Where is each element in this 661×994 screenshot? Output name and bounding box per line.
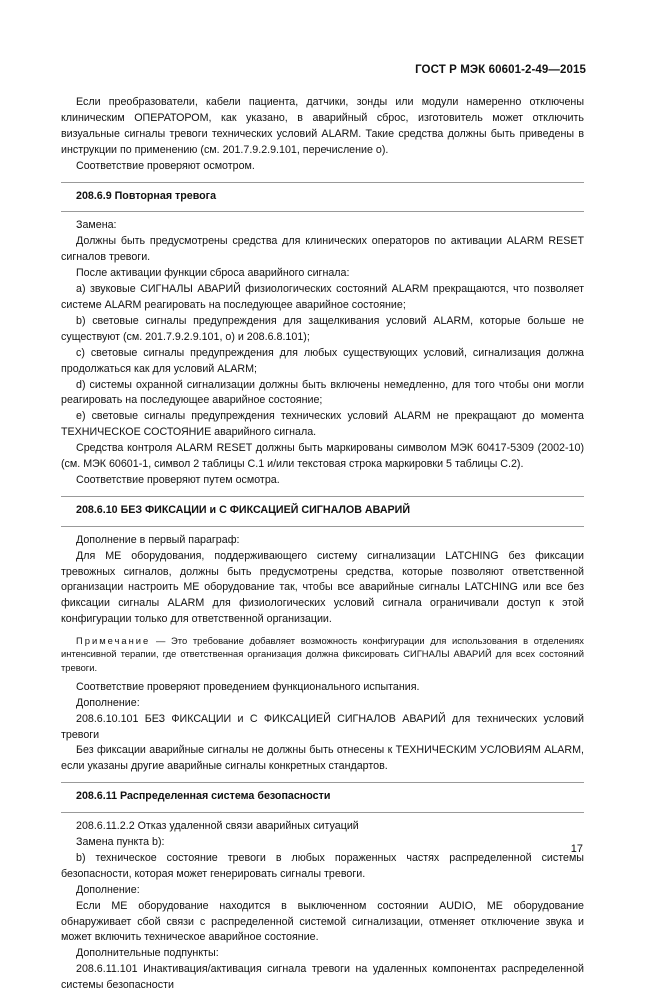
paragraph: 208.6.11.101 Инактивация/активация сигнала тревоги на удаленных компонентах распределенной системы безопасности [61,963,584,992]
section-divider [61,812,584,813]
paragraph: Замена пункта b): [76,836,165,849]
paragraph: Соответствие проверяют осмотром. [76,159,255,172]
paragraph: Для ME оборудования, поддерживающего систему сигнализации LATCHING без фиксации тревожных сигналов, должны быть предусмотрены средства, которые позволяют ответственной организации настроить ME оборудование так, чтобы все аварийные сигналы LATCHING или все без фиксации сигналы ALARM для физиологических условий сигнала ограничивали доступ к этой конфигурации только для ответственной организации. [61,549,584,626]
section-heading: 208.6.10 БЕЗ ФИКСАЦИИ и С ФИКСАЦИЕЙ СИГНАЛОВ АВАРИЙ [76,503,411,516]
paragraph: Дополнение: [76,696,140,709]
page-content [61,95,584,994]
paragraph: Если преобразователи, кабели пациента, датчики, зонды или модули намеренно отключены клиническим ОПЕРАТОРОМ, как указано, в аварийный сброс, изготовитель может отключить визуальные сигналы тревоги технических условий ALARM. Такие средства должны быть приведены в инструкции по применению (см. 201.7.9.2.9.101, перечисление о). [61,96,584,156]
section-divider [61,211,584,212]
paragraph: Дополнение: [76,883,140,896]
section-heading: 208.6.9 Повторная тревога [76,189,217,202]
list-item: a) звуковые СИГНАЛЫ АВАРИЙ физиологических состояний ALARM прекращаются, что позволяет системе ALARM реагировать на последующее аварийное состояние; [61,283,584,311]
paragraph: Дополнение в первый параграф: [76,533,240,546]
paragraph: Соответствие проверяют проведением функционального испытания. [76,680,420,693]
paragraph: Соответствие проверяют путем осмотра. [76,473,280,486]
paragraph: Замена: [76,219,117,232]
paragraph: После активации функции сброса аварийного сигнала: [76,267,350,280]
section-divider [61,496,584,497]
section-divider [61,526,584,527]
list-item: b) световые сигналы предупреждения для защелкивания условий ALARM, которые больше не существуют (см. 201.7.9.2.9.101, о) и 208.6.8.101); [61,314,584,343]
paragraph: 208.6.10.101 БЕЗ ФИКСАЦИИ и С ФИКСАЦИЕЙ СИГНАЛОВ АВАРИЙ для технических условий тревоги [61,712,584,741]
paragraph: b) техническое состояние тревоги в любых пораженных частях распределенной системы безопасности, которая может генерировать сигналы тревоги. [61,851,584,880]
standard-header: ГОСТ Р МЭК 60601-2-49—2015 [415,64,586,76]
section-divider [61,782,584,783]
paragraph: Средства контроля ALARM RESET должны быть маркированы символом МЭК 60417-5309 (2002-10) (см. МЭК 60601-1, символ 2 таблицы С.1 и/или текстовая строка маркировки 5 таблицы С.2). [61,442,584,471]
section-heading: 208.6.11 Распределенная система безопасности [76,790,331,803]
note-label: Примечание [76,635,151,647]
section-divider [61,182,584,183]
page-number: 17 [570,843,583,855]
paragraph: Если ME оборудование находится в выключенном состоянии AUDIO, ME оборудование обнаруживает сбой связи с распределенной системой сигнализации, отменяет отключение звука и может включить техническое аварийное состояние. [61,899,584,944]
list-item: e) световые сигналы предупреждения технических условий ALARM не прекращают до момента ТЕХНИЧЕСКОЕ СОСТОЯНИЕ аварийного сигнала. [61,410,584,439]
paragraph: Без фиксации аварийные сигналы не должны быть отнесены к ТЕХНИЧЕСКИМ УСЛОВИЯМ ALARM, если указаны другие аварийные сигналы конкретных стандартов. [61,744,584,773]
paragraph: Дополнительные подпункты: [76,947,219,960]
list-item: c) световые сигналы предупреждения для любых существующих условий, сигнализация должна продолжаться как для условий ALARM; [61,346,584,375]
paragraph: Должны быть предусмотрены средства для клинических операторов по активации ALARM RESET сигналов тревоги. [61,235,584,264]
list-item: d) системы охранной сигнализации должны быть включены немедленно, для того чтобы они могли реагировать на последующее аварийное состояние; [61,378,584,407]
note [61,634,584,674]
note-text: — Это требование добавляет возможность конфигурации для использования в отделениях интенсивной терапии, где ответственная организация должна фиксировать СИГНАЛЫ АВАРИЙ для всех состояний тревоги. [61,635,584,673]
paragraph: 208.6.11.2.2 Отказ удаленной связи аварийных ситуаций [76,820,359,833]
